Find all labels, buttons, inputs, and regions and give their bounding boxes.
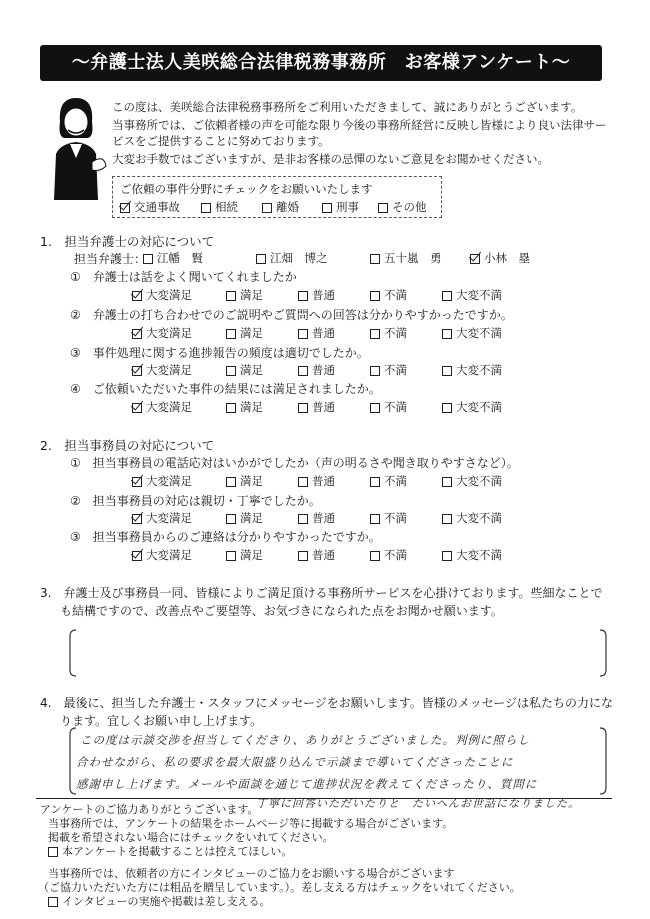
- footer-line: （ご協力いただいた方には粗品を贈呈しています。）。差し支える方はチェックをいれてください。: [38, 881, 521, 894]
- intro-line: 大変お手数ではございますが、是非お客様の忌憚のないご意見をお聞かせください。: [112, 152, 549, 166]
- rating-option[interactable]: 普通: [298, 362, 335, 378]
- rating-option[interactable]: 満足: [226, 287, 263, 303]
- rating-option[interactable]: 不満: [370, 325, 407, 341]
- checkbox-icon[interactable]: [470, 254, 480, 264]
- case-option[interactable]: 離婚: [262, 199, 299, 215]
- rating-option[interactable]: 満足: [226, 362, 263, 378]
- lawyer-option[interactable]: 小林 塁: [470, 250, 530, 266]
- checkbox-icon[interactable]: [442, 366, 452, 376]
- checkbox-icon[interactable]: [370, 329, 380, 339]
- footer-option[interactable]: 本アンケートを掲載することは控えてほしい。: [48, 843, 292, 859]
- question: ② 弁護士の打ち合わせでのご説明やご質問への回答は分かりやすかったですか。: [70, 308, 513, 322]
- question: ③ 担当事務員からのご連絡は分かりやすかったですか。: [70, 530, 381, 544]
- checkbox-icon[interactable]: [298, 551, 308, 561]
- checkbox-icon[interactable]: [132, 291, 142, 301]
- checkbox-icon[interactable]: [132, 477, 142, 487]
- checkbox-icon[interactable]: [48, 847, 58, 857]
- checkbox-icon[interactable]: [201, 203, 211, 213]
- checkbox-icon[interactable]: [370, 403, 380, 413]
- section3-line: も結構ですので、改善点やご要望等、お気づきになられた点をお聞かせ願います。: [60, 604, 503, 618]
- question: ① 弁護士は話をよく聞いてくれましたか: [70, 270, 297, 284]
- question: ① 担当事務員の電話応対はいかがでしたか（声の明るさや聞き取りやすさなど）。: [70, 456, 519, 470]
- rating-option[interactable]: 大変満足: [132, 547, 192, 563]
- checkbox-icon[interactable]: [226, 329, 236, 339]
- checkbox-icon[interactable]: [298, 477, 308, 487]
- checkbox-icon[interactable]: [226, 291, 236, 301]
- page-title: ～弁護士法人美咲総合法律税務事務所 お客様アンケート～: [40, 45, 602, 81]
- rating-option[interactable]: 不満: [370, 287, 407, 303]
- checkbox-icon[interactable]: [298, 329, 308, 339]
- checkbox-icon[interactable]: [120, 203, 130, 213]
- checkbox-icon[interactable]: [378, 203, 388, 213]
- rating-option[interactable]: 大変不満: [442, 510, 502, 526]
- rating-option[interactable]: 満足: [226, 547, 263, 563]
- footer-line: 当事務所では、依頼者の方にインタビューのご協力をお願いする場合がございます: [48, 867, 455, 880]
- rating-option[interactable]: 普通: [298, 325, 335, 341]
- lawyer-label: 担当弁護士：: [74, 252, 147, 266]
- checkbox-icon[interactable]: [256, 254, 266, 264]
- checkbox-icon[interactable]: [298, 291, 308, 301]
- checkbox-icon[interactable]: [442, 329, 452, 339]
- rating-option[interactable]: 不満: [370, 362, 407, 378]
- section1-heading: 1. 担当弁護士の対応について: [40, 234, 215, 249]
- intro-line: この度は、美咲総合法律税務事務所をご利用いただきまして、誠にありがとうございます。: [112, 100, 583, 114]
- rating-option[interactable]: 大変満足: [132, 287, 192, 303]
- rating-option[interactable]: 不満: [370, 510, 407, 526]
- handwritten-message: 丁寧に回答いただいたりと たいへんお世話になりました。: [256, 797, 580, 810]
- rating-option[interactable]: 不満: [370, 399, 407, 415]
- footer-line: 掲載を希望されない場合にはチェックをいれてください。: [48, 831, 334, 844]
- handwritten-message: この度は示談交渉を担当してくださり、ありがとうございました。判例に照らし: [80, 733, 530, 747]
- handwritten-message: 合わせながら、私の要求を最大限盛り込んで示談まで導いてくださったことに: [76, 755, 514, 769]
- rating-option[interactable]: 普通: [298, 473, 335, 489]
- checkbox-icon[interactable]: [370, 514, 380, 524]
- footer-line: 当事務所では、アンケートの結果をホームページ等に掲載する場合がございます。: [48, 817, 454, 830]
- intro-line: ビスをご提供することに努めております。: [112, 134, 330, 148]
- case-option[interactable]: 刑事: [322, 199, 359, 215]
- rating-option[interactable]: 普通: [298, 510, 335, 526]
- rating-option[interactable]: 普通: [298, 287, 335, 303]
- comment-box[interactable]: [68, 628, 608, 678]
- lawyer-option[interactable]: 五十嵐 勇: [370, 250, 442, 266]
- rating-option[interactable]: 大変満足: [132, 399, 192, 415]
- footer-option[interactable]: インタビューの実施や掲載は差し支える。: [48, 893, 271, 909]
- checkbox-icon[interactable]: [226, 403, 236, 413]
- checkbox-icon[interactable]: [442, 291, 452, 301]
- question: ④ ご依頼いただいた事件の結果には満足されましたか。: [70, 382, 381, 396]
- checkbox-icon[interactable]: [226, 514, 236, 524]
- checkbox-icon[interactable]: [370, 551, 380, 561]
- rating-option[interactable]: 大変不満: [442, 325, 502, 341]
- checkbox-icon[interactable]: [132, 329, 142, 339]
- lawyer-option[interactable]: 江幡 賢: [143, 250, 203, 266]
- section4-line: 4. 最後に、担当した弁護士・スタッフにメッセージをお願いします。皆様のメッセージは私たちの力にな: [40, 696, 614, 710]
- checkbox-icon[interactable]: [262, 203, 272, 213]
- checkbox-icon[interactable]: [370, 254, 380, 264]
- checkbox-icon[interactable]: [143, 254, 153, 264]
- footer-line: アンケートのご協力ありがとうございます。: [40, 803, 259, 816]
- rating-option[interactable]: 不満: [370, 547, 407, 563]
- checkbox-icon[interactable]: [132, 551, 142, 561]
- rating-option[interactable]: 大変満足: [132, 325, 192, 341]
- checkbox-icon[interactable]: [48, 897, 58, 907]
- checkbox-icon[interactable]: [442, 403, 452, 413]
- checkbox-icon[interactable]: [298, 366, 308, 376]
- checkbox-icon[interactable]: [226, 366, 236, 376]
- lawyer-option[interactable]: 江畑 博之: [256, 250, 328, 266]
- intro-line: 当事務所では、ご依頼者様の声を可能な限り今後の事務所経営に反映し皆様により良い法律サー: [112, 118, 607, 132]
- rating-option[interactable]: 満足: [226, 399, 263, 415]
- handwritten-message: 感謝申し上げます。メールや面談を通じて進捗状況を教えてくださったり、質問に: [76, 777, 538, 791]
- case-option[interactable]: その他: [378, 199, 427, 215]
- case-option[interactable]: 相続: [201, 199, 238, 215]
- staff-illustration: [40, 92, 108, 202]
- checkbox-icon[interactable]: [226, 477, 236, 487]
- checkbox-icon[interactable]: [298, 403, 308, 413]
- question: ② 担当事務員の対応は親切・丁寧でしたか。: [70, 494, 321, 508]
- checkbox-icon[interactable]: [442, 514, 452, 524]
- case-field-prompt: ご依頼の事件分野にチェックをお願いいたします: [120, 182, 373, 196]
- rating-option[interactable]: 不満: [370, 473, 407, 489]
- checkbox-icon[interactable]: [132, 514, 142, 524]
- checkbox-icon[interactable]: [132, 403, 142, 413]
- section2-heading: 2. 担当事務員の対応について: [40, 438, 215, 453]
- rating-option[interactable]: 大変不満: [442, 362, 502, 378]
- rating-option[interactable]: 大変不満: [442, 547, 502, 563]
- checkbox-icon[interactable]: [442, 477, 452, 487]
- checkbox-icon[interactable]: [370, 477, 380, 487]
- section3-line: 3. 弁護士及び事務員一同、皆様によりご満足頂ける事務所サービスを心掛けております。些細なことで: [40, 586, 603, 600]
- rating-option[interactable]: 普通: [298, 399, 335, 415]
- rating-option[interactable]: 普通: [298, 547, 335, 563]
- rating-option[interactable]: 大変満足: [132, 510, 192, 526]
- checkbox-icon[interactable]: [370, 366, 380, 376]
- rating-option[interactable]: 満足: [226, 510, 263, 526]
- rating-option[interactable]: 大変不満: [442, 399, 502, 415]
- checkbox-icon[interactable]: [322, 203, 332, 213]
- checkbox-icon[interactable]: [298, 514, 308, 524]
- rating-option[interactable]: 満足: [226, 473, 263, 489]
- section4-line: ります。宜しくお願い申し上げます。: [60, 714, 263, 728]
- rating-option[interactable]: 満足: [226, 325, 263, 341]
- rating-option[interactable]: 大変不満: [442, 287, 502, 303]
- rating-option[interactable]: 大変満足: [132, 362, 192, 378]
- checkbox-icon[interactable]: [132, 366, 142, 376]
- question: ③ 事件処理に関する進捗報告の頻度は適切でしたか。: [70, 346, 369, 360]
- case-option[interactable]: 交通事故: [120, 199, 180, 215]
- checkbox-icon[interactable]: [442, 551, 452, 561]
- checkbox-icon[interactable]: [226, 551, 236, 561]
- rating-option[interactable]: 大変満足: [132, 473, 192, 489]
- checkbox-icon[interactable]: [370, 291, 380, 301]
- rating-option[interactable]: 大変不満: [442, 473, 502, 489]
